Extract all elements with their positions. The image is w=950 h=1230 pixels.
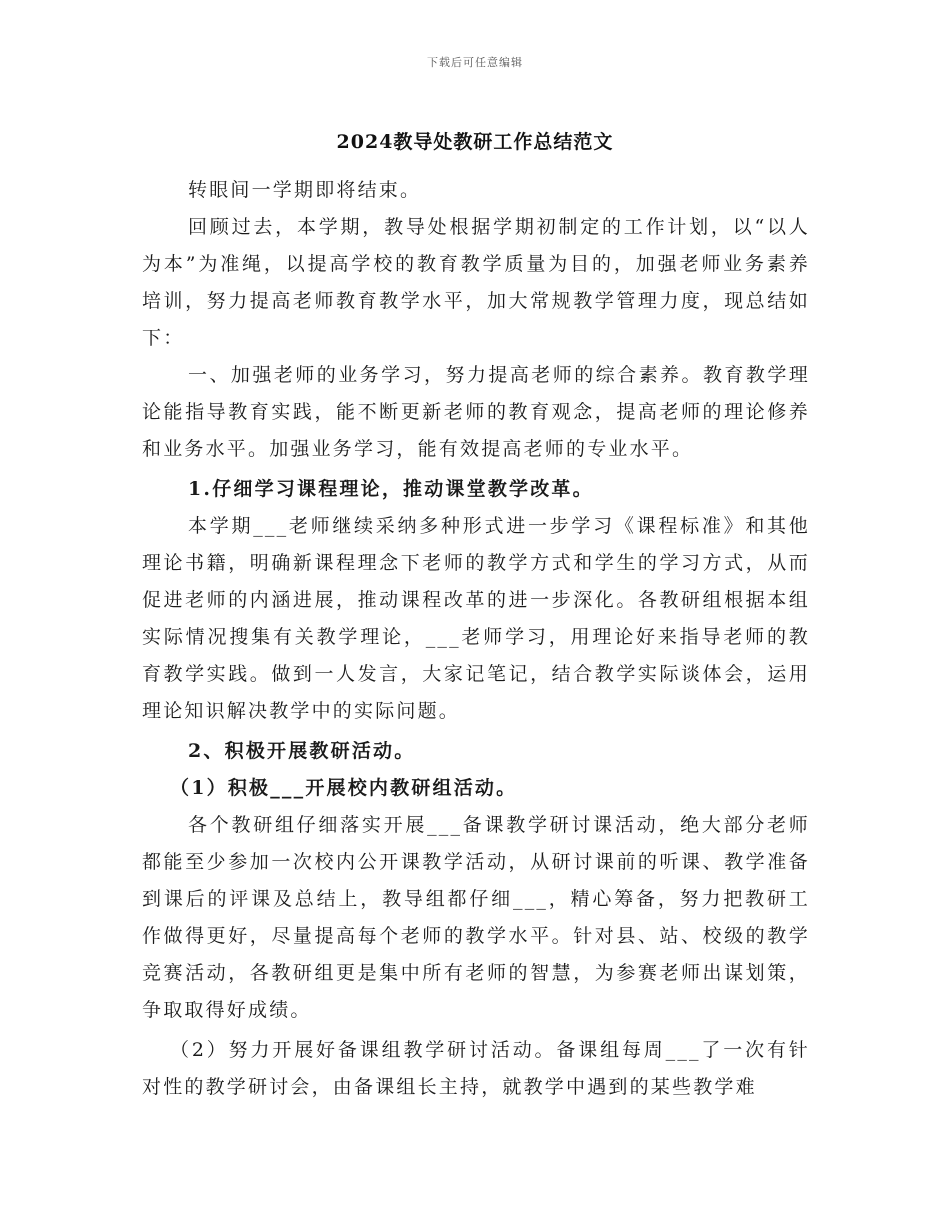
document-body	[142, 172, 810, 1106]
paragraph-review: 回顾过去，本学期，教导处根据学期初制定的工作计划，以“以人为本”为准绳，以提高学校的教育教学质量为目的，加强老师业务素养培训，努力提高老师教育教学水平，加大常规教学管理力度，现总结如下：	[142, 216, 810, 349]
document-title: 2024教导处教研工作总结范文	[336, 131, 614, 153]
paragraph-2-2: （2）努力开展好备课组教学研讨活动。备课组每周___了一次有针对性的教学研讨会，由备课组长主持，就教学中遇到的某些教学难	[142, 1039, 810, 1098]
paragraph-2-1: 各个教研组仔细落实开展___备课教学研讨课活动，绝大部分老师都能至少参加一次校内公开课教学活动，从研讨课前的听课、教学准备到课后的评课及总结上，教导组都仔细___，精心筹备，努力把教研工作做得更好，尽量提高每个老师的教学水平。针对县、站、校级的教学竞赛活动，各教研组更是集中所有老师的智慧，为参赛老师出谋划策，争取取得好成绩。	[142, 814, 810, 1021]
heading-2-1: （1）积极___开展校内教研组活动。	[170, 777, 518, 799]
heading-2: 2、积极开展教研活动。	[188, 740, 416, 762]
paragraph-1-1: 本学期___老师继续采纳多种形式进一步学习《课程标准》和其他理论书籍，明确新课程理念下老师的教学方式和学生的学习方式，从而促进老师的内涵进展，推动课程改革的进一步深化。各教研组根据本组实际情况搜集有关教学理论，___老师学习，用理论好来指导老师的教育教学实践。做到一人发言，大家记笔记，结合教学实际谈体会，运用理论知识解决教学中的实际问题。	[142, 515, 810, 722]
paragraph-section-1: 一、加强老师的业务学习，努力提高老师的综合素养。教育教学理论能指导教育实践，能不断更新老师的教育观念，提高老师的理论修养和业务水平。加强业务学习，能有效提高老师的专业水平。	[142, 364, 810, 460]
page-header: 下载后可任意编辑	[427, 56, 523, 69]
heading-1-1: 1.仔细学习课程理论，推动课堂教学改革。	[188, 478, 594, 500]
paragraph-intro: 转眼间一学期即将结束。	[188, 179, 422, 201]
